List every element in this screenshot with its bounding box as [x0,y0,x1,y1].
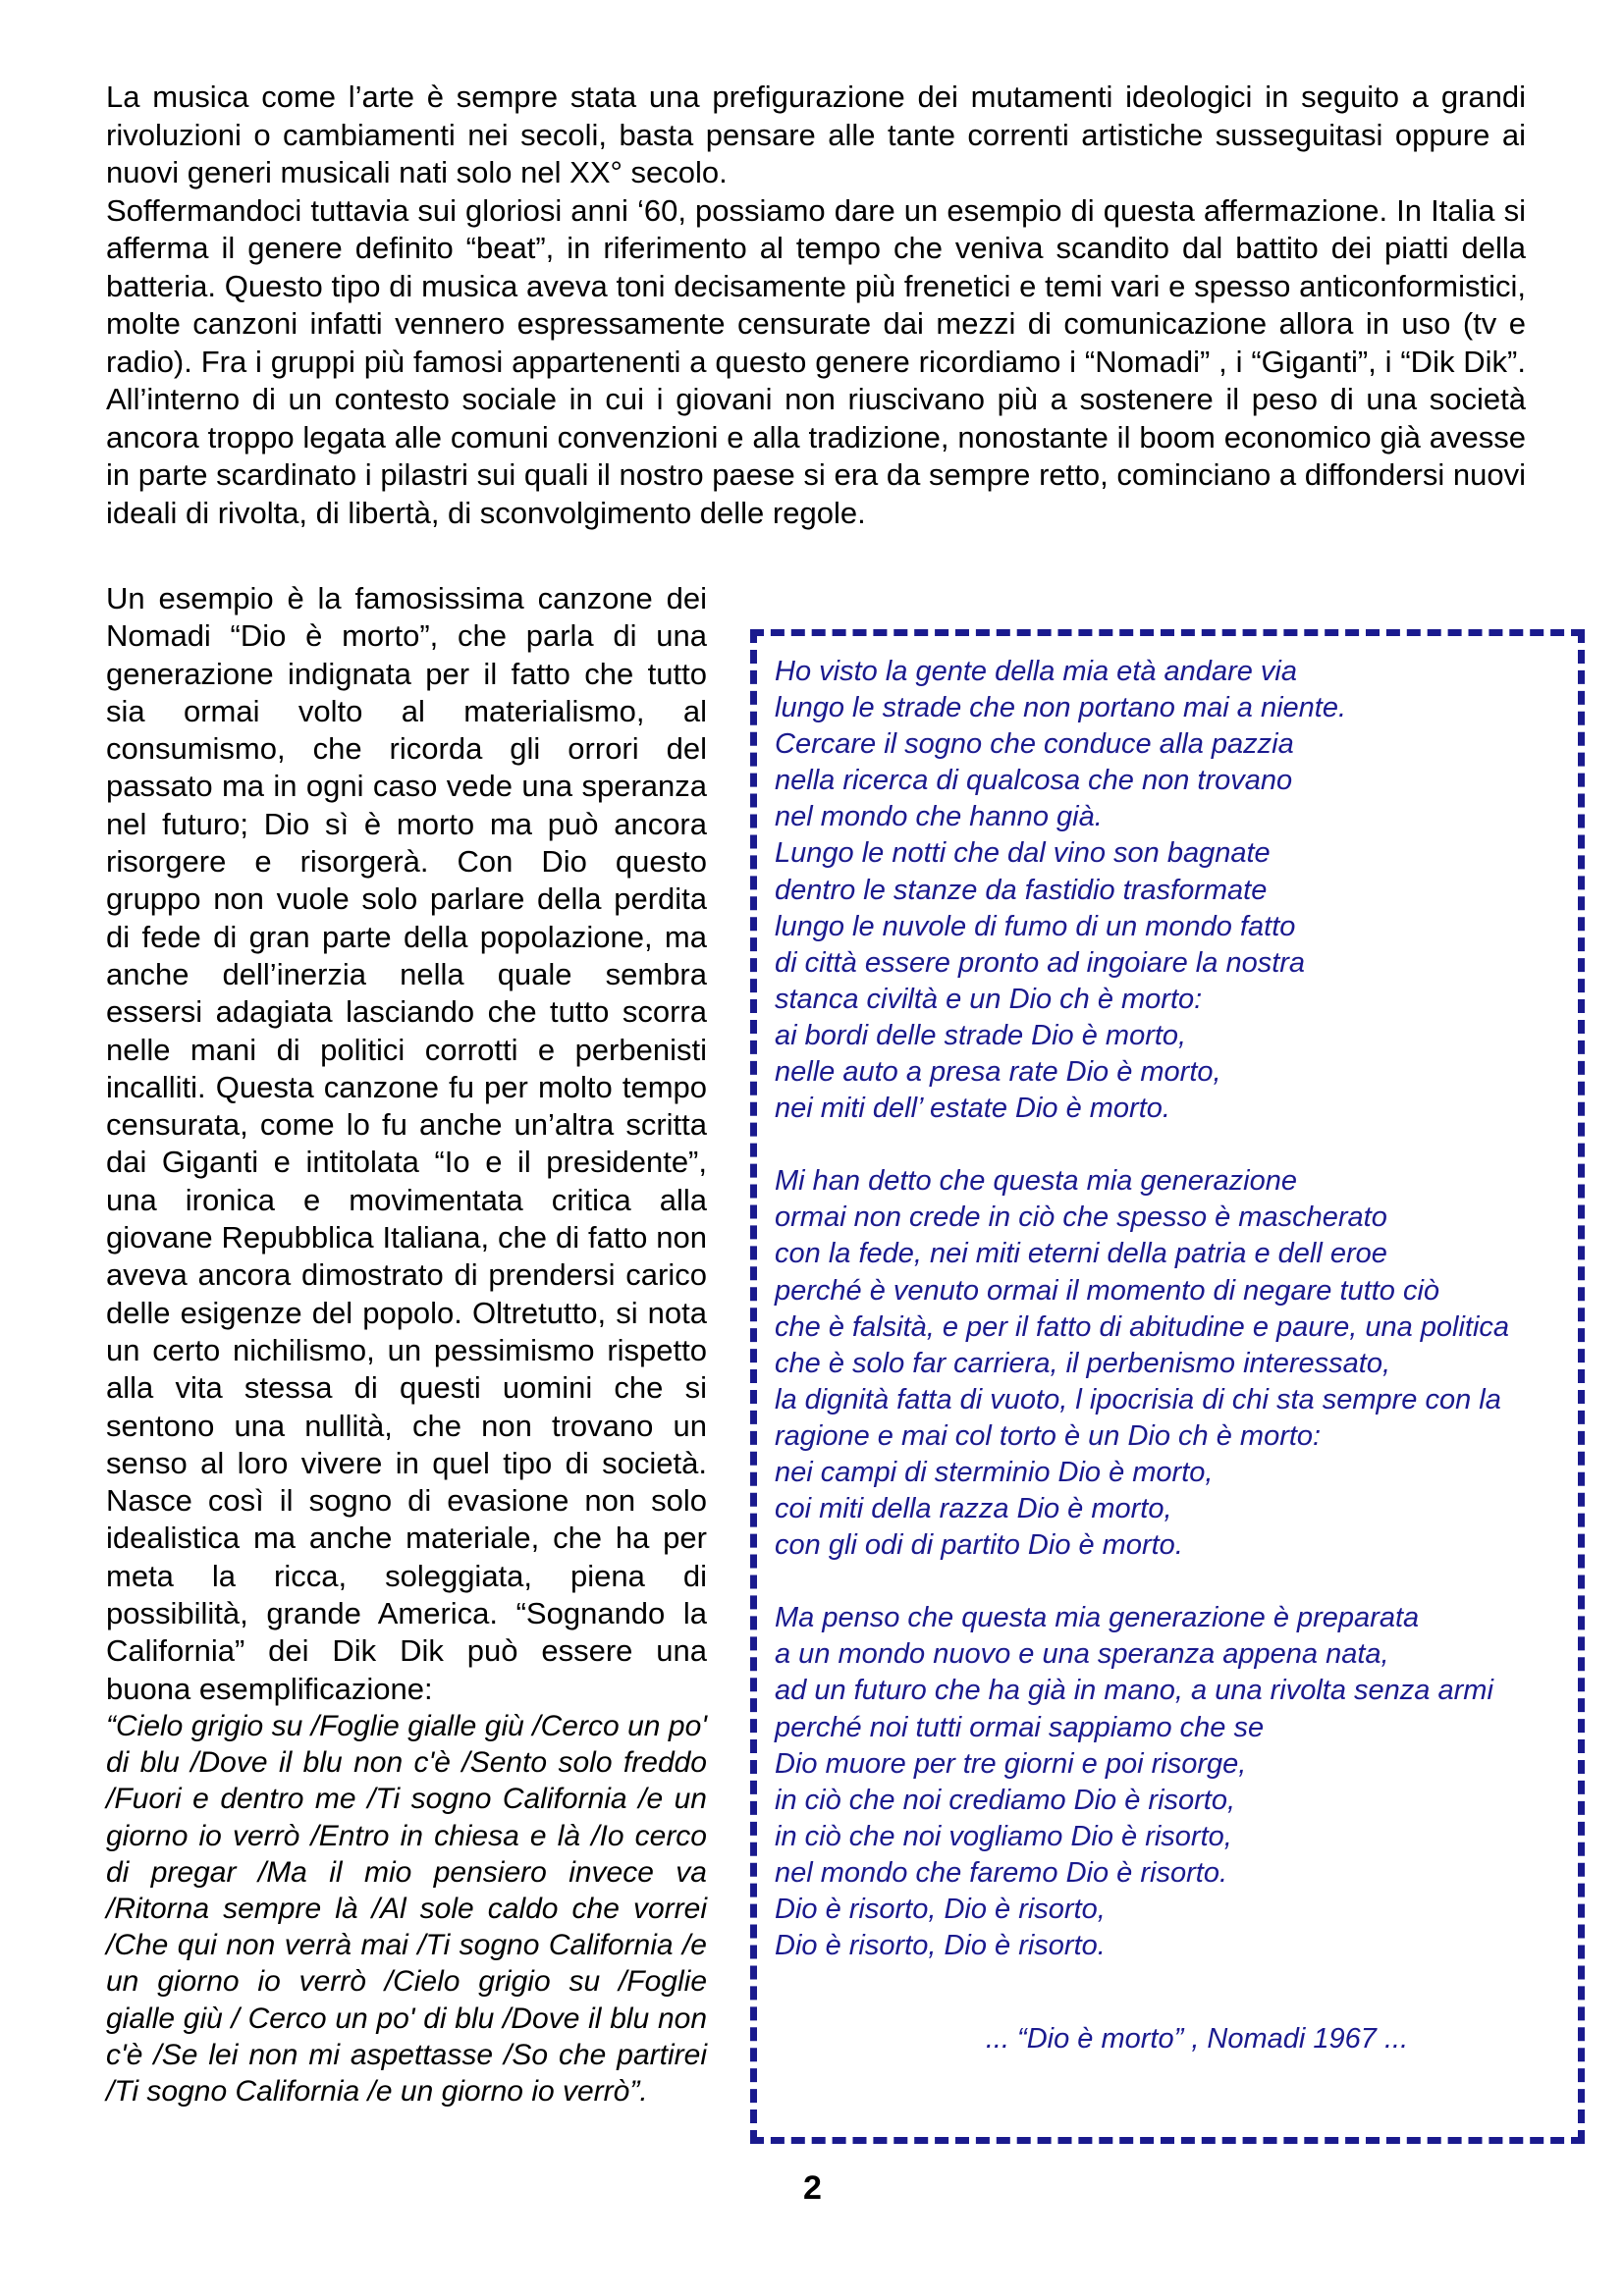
poem-lyrics [775,654,1580,2001]
poem-line: con gli odi di partito Dio è morto. [775,1529,1183,1562]
poem-line: perché è venuto ormai il momento di negare tutto ciò [775,1274,1440,1307]
poem-line: che è solo far carriera, il perbenismo interessato, [775,1347,1391,1379]
poem-line: nelle auto a presa rate Dio è morto, [775,1056,1221,1089]
song-quote-california: “Cielo grigio su /Foglie gialle giù /Cerco un po' di blu /Dove il blu non c'è /Sento solo freddo /Fuori e dentro me /Ti sogno California /e un giorno io verrò /Entro in chiesa e là /Io cerco di pregar /Ma il mio pensiero invece va /Ritorna sempre là /Al sole caldo che vorrei /Che qui non verrà mai /Ti sogno California /e un giorno io verrò /Cielo grigio su /Foglie gialle giù / Cerco un po' di blu /Dove il blu non c'è /Se lei non mi aspettasse /So che partirei /Ti sogno California /e un giorno io verrò”. [106,1709,707,2108]
poem-line: lungo le nuvole di fumo di un mondo fatto [775,910,1296,942]
poem-box [750,629,1585,2144]
poem-stanza-2 [775,1163,1580,1564]
intro-paragraph-2: Soffermandoci tuttavia sui gloriosi anni ‘60, possiamo dare un esempio di questa affermazione. In Italia si afferma il genere definito “beat”, in riferimento al tempo che veniva scandito dal battito dei piatti della batteria. Questo tipo di musica aveva toni decisamente più frenetici e temi vari e spesso anticonformistici, molte canzoni infatti vennero espressamente censurate dai mezzi di comunicazione allora in uso (tv e radio). Fra i gruppi più famosi appartenenti a questo genere ricordiamo i “Nomadi” , i “Giganti”, i “Dik Dik”. All’interno di un contesto sociale in cui i giovani non riuscivano più a sostenere il peso di una società ancora troppo legata alle comuni convenzioni e alla tradizione, nonostante il boom economico già avesse in parte scardinato i pilastri sui quali il nostro paese si era da sempre retto, cominciano a diffondersi nuovi ideali di rivolta, di libertà, di sconvolgimento delle regole. [106,192,1526,530]
poem-line: nei campi di sterminio Dio è morto, [775,1456,1214,1488]
poem-line: Mi han detto che questa mia generazione [775,1165,1298,1198]
left-column-body [106,580,707,1708]
poem-line: Ma penso che questa mia generazione è preparata [775,1602,1420,1634]
poem-line: nella ricerca di qualcosa che non trovano [775,765,1293,797]
poem-line: coi miti della razza Dio è morto, [775,1493,1172,1525]
poem-line: nel mondo che hanno già. [775,801,1103,833]
poem-credit: ... “Dio è morto” , Nomadi 1967 ... [985,2023,1409,2055]
poem-line: ormai non crede in ciò che spesso è mascherato [775,1201,1387,1234]
page-number: 2 [803,2169,822,2207]
poem-line: Dio è risorto, Dio è risorto, [775,1894,1106,1925]
poem-line: in ciò che noi vogliamo Dio è risorto, [775,1820,1232,1852]
poem-line: Lungo le notti che dal vino son bagnate [775,837,1271,870]
poem-line: nel mondo che faremo Dio è risorto. [775,1856,1227,1889]
poem-line: lungo le strade che non portano mai a niente. [775,692,1347,724]
poem-line: che è falsità, e per il fatto di abitudine e paure, una politica [775,1310,1510,1343]
poem-stanza-3 [775,1600,1580,1964]
poem-line: Dio muore per tre giorni e poi risorge, [775,1747,1247,1780]
poem-line: con la fede, nei miti eterni della patria e dell eroe [775,1238,1387,1270]
poem-line: Cercare il sogno che conduce alla pazzia [775,728,1294,761]
poem-line: stanca civiltà e un Dio ch è morto: [775,983,1203,1015]
poem-line: perché noi tutti ormai sappiamo che se [775,1711,1265,1743]
poem-line: in ciò che noi crediamo Dio è risorto, [775,1784,1236,1816]
poem-line: Ho visto la gente della mia età andare via [775,656,1297,687]
poem-line: nei miti dell’ estate Dio è morto. [775,1093,1170,1125]
poem-line: ad un futuro che ha già in mano, a una rivolta senza armi [775,1675,1493,1707]
poem-stanza-1 [775,654,1580,1127]
poem-line: a un mondo nuovo e una speranza appena nata, [775,1638,1389,1671]
poem-line: dentro le stanze da fastidio trasformate [775,874,1268,906]
intro-section [106,79,1526,532]
intro-paragraph-1: La musica come l’arte è sempre stata una prefigurazione dei mutamenti ideologici in seguito a grandi rivoluzioni o cambiamenti nei secoli, basta pensare alle tante correnti artistiche susseguitasi oppure ai nuovi generi musicali nati solo nel XX° secolo. [106,80,1526,189]
left-column-body-text: Un esempio è la famosissima canzone dei Nomadi “Dio è morto”, che parla di una generazione indignata per il fatto che tutto sia ormai volto al materialismo, al consumismo, che ricorda gli orrori del passato ma in ogni caso vede una speranza nel futuro; Dio sì è morto ma può ancora risorgere e risorgerà. Con Dio questo gruppo non vuole solo parlare della perdita di fede di gran parte della popolazione, ma anche dell’inerzia nella quale sembra essersi adagiata lasciando che tutto scorra nelle mani di politici corrotti e perbenisti incalliti. Questa canzone fu per molto tempo censurata, come lo fu anche un’altra scritta dai Giganti e intitolata “Io e il presidente”, una ironica e movimentata critica alla giovane Repubblica Italiana, che di fatto non aveva ancora dimostrato di prendersi carico delle esigenze del popolo. Oltretutto, si nota un certo nichilismo, un pessimismo rispetto alla vita stessa di questi uomini che si sentono una nullità, che non trovano un senso al loro vivere in quel tipo di società. Nasce così il sogno di evasione non solo idealistica ma anche materiale, che ha per meta la ricca, soleggiata, piena di possibilità, grande America. “Sognando la California” dei Dik Dik può essere una buona esemplificazione: [106,581,707,1706]
poem-line: ragione e mai col torto è un Dio ch è morto: [775,1419,1322,1452]
poem-line: la dignità fatta di vuoto, l ipocrisia di chi sta sempre con la [775,1383,1501,1415]
poem-line: ai bordi delle strade Dio è morto, [775,1019,1187,1051]
poem-line: Dio è risorto, Dio è risorto. [775,1930,1106,1962]
left-column [106,580,707,2109]
poem-line: di città essere pronto ad ingoiare la nostra [775,946,1306,979]
